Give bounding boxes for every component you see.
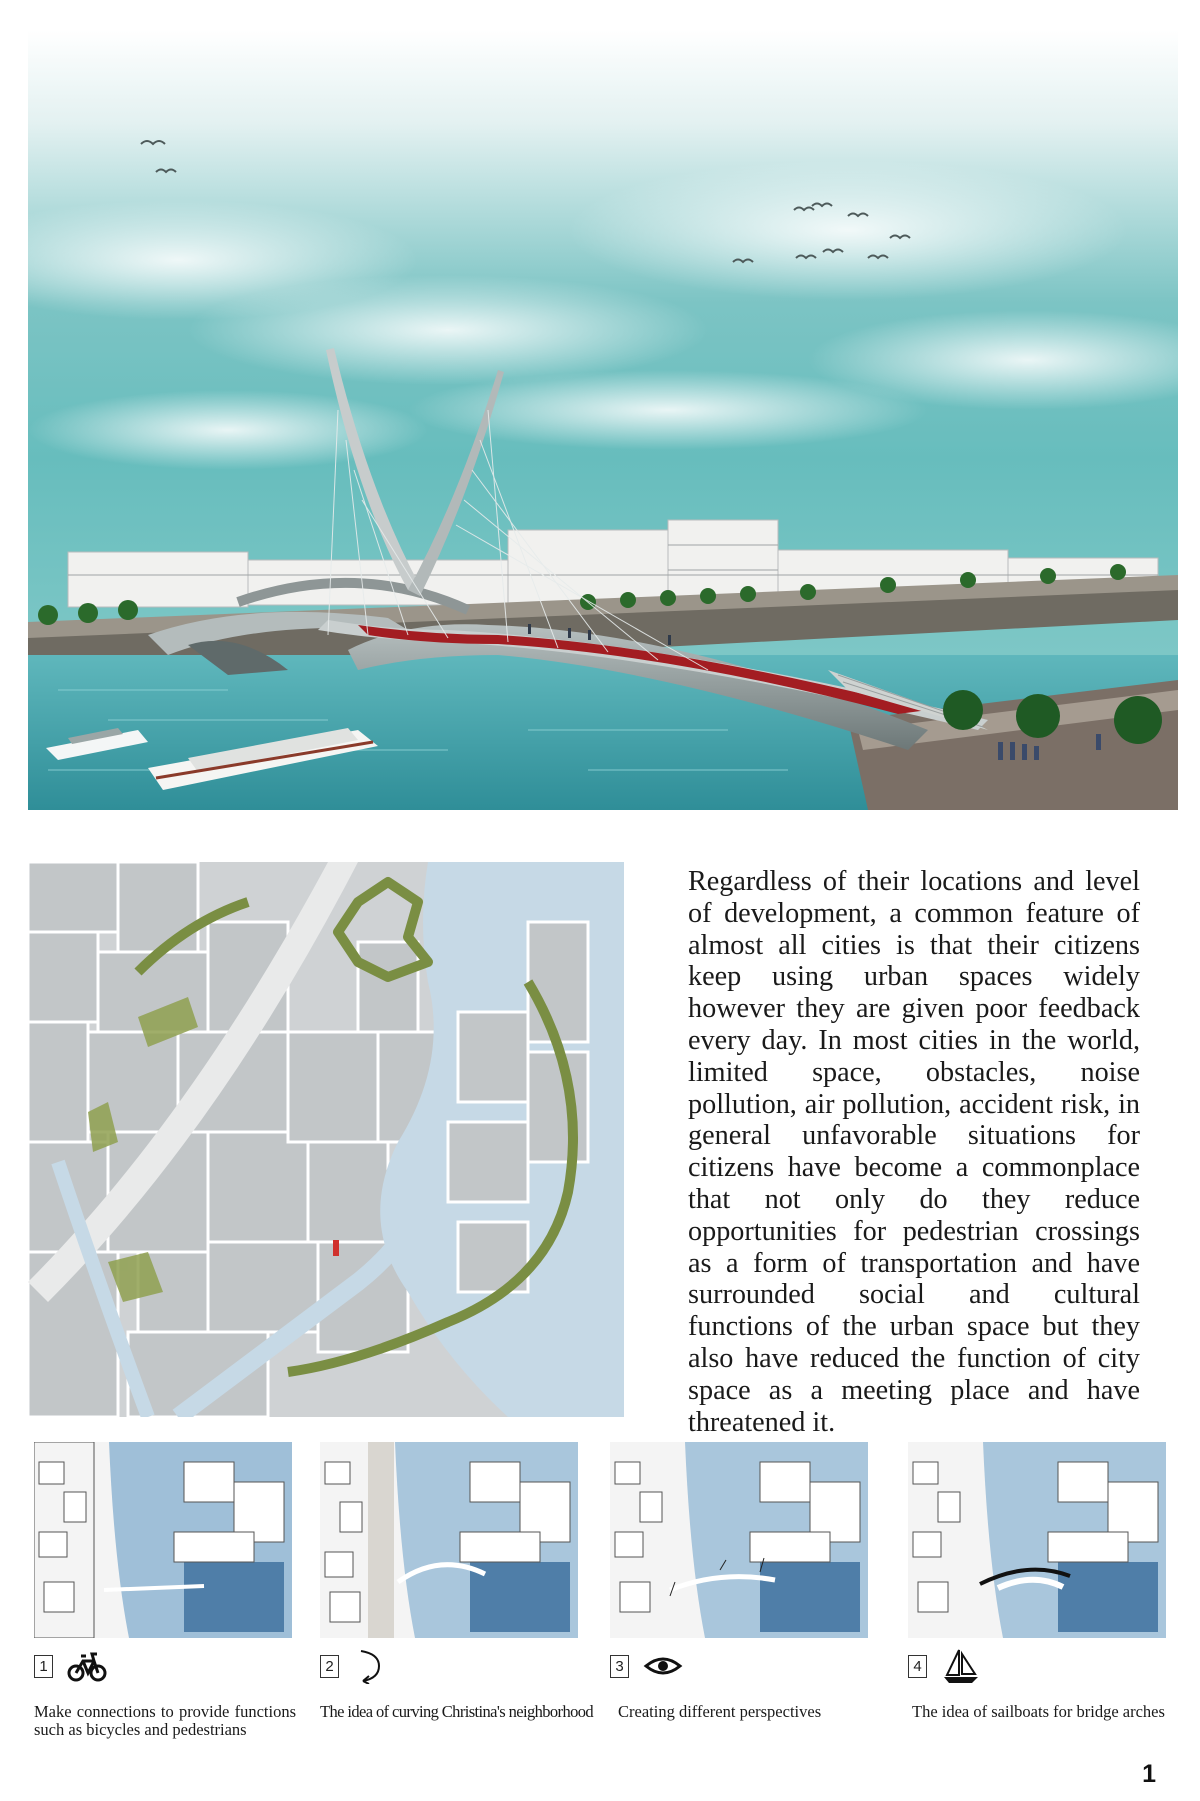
sailboat-icon bbox=[941, 1648, 981, 1684]
step-number: 2 bbox=[320, 1655, 339, 1678]
step-4-caption: The idea of sailboats for bridge arches bbox=[912, 1702, 1165, 1721]
step-3-caption: Creating different perspectives bbox=[618, 1702, 822, 1721]
step-2-caption: The idea of curving Christina's neighborhood bbox=[320, 1702, 594, 1721]
step-number: 1 bbox=[34, 1655, 53, 1678]
step-number: 3 bbox=[610, 1655, 629, 1678]
eye-icon bbox=[643, 1648, 683, 1684]
step-3-header bbox=[610, 1646, 683, 1686]
bicycle-icon bbox=[67, 1648, 107, 1684]
step-1-header bbox=[34, 1646, 107, 1686]
bridge-render-image bbox=[28, 30, 1178, 810]
concept-diagram-3 bbox=[610, 1442, 868, 1638]
concept-diagram-2 bbox=[320, 1442, 578, 1638]
concept-diagram-1 bbox=[34, 1442, 292, 1638]
step-2-header bbox=[320, 1646, 393, 1686]
step-number: 4 bbox=[908, 1655, 927, 1678]
concept-diagram-4 bbox=[908, 1442, 1166, 1638]
curve-arrow-icon bbox=[353, 1648, 393, 1684]
step-4-header bbox=[908, 1646, 981, 1686]
page-number: 1 bbox=[1142, 1760, 1156, 1788]
essay-text: Regardless of their locations and level of development, a common feature of almost all cities is that their citizens keep using urban spaces widely however they are given poor feedback every day. In most cities in the world, limited space, obstacles, noise pollution, air pollution, accident risk, in general unfavorable situations for citizens have become a commonplace that not only do they reduce opportunities for pedestrian crossings as a form of transportation and have surrounded social and cultural functions of the urban space but they also have reduced the function of city space as a meeting place and have threatened it. bbox=[688, 866, 1140, 1438]
step-1-caption: Make connections to provide functions such as bicycles and pedestrians bbox=[34, 1702, 296, 1739]
site-map-image bbox=[28, 862, 624, 1417]
